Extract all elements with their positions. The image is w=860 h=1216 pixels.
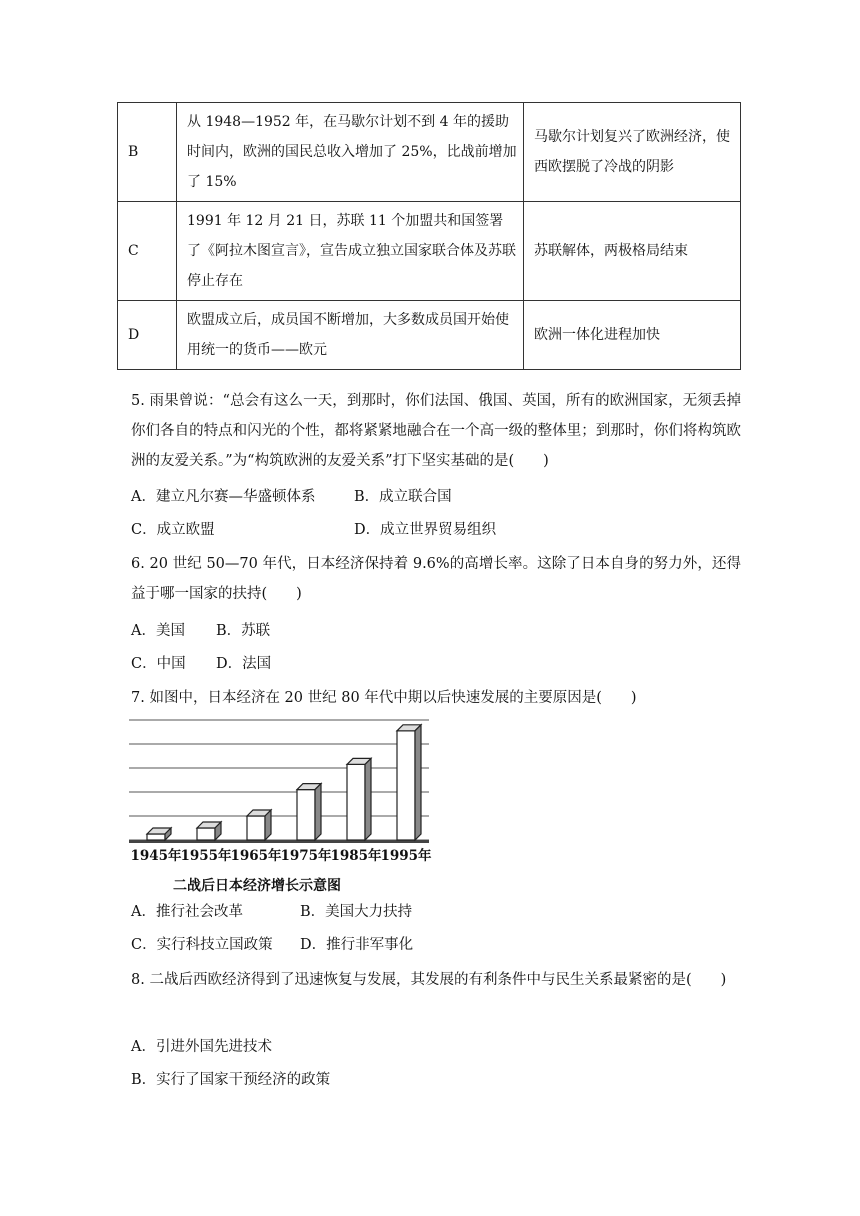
q6-option-a: A．美国 <box>131 623 185 639</box>
x-tick-label: 1985年 <box>330 848 382 864</box>
q7-option-b: B．美国大力扶持 <box>300 904 413 920</box>
x-tick-label: 1965年 <box>230 848 282 864</box>
row-event: 欧盟成立后，成员国不断增加，大多数成员国开始使用统一的货币——欧元 <box>177 301 524 370</box>
bar-side <box>365 758 371 840</box>
row-letter: C <box>118 202 177 301</box>
row-conclusion: 马歇尔计划复兴了欧洲经济，使西欧摆脱了冷战的阴影 <box>524 103 741 202</box>
bar-side <box>415 725 421 840</box>
chart-baseline <box>129 840 429 843</box>
table-row <box>118 301 741 370</box>
chart-svg <box>127 712 437 912</box>
x-tick-label: 1955年 <box>180 848 232 864</box>
row-conclusion: 欧洲一体化进程加快 <box>524 301 741 370</box>
q7-option-c: C．实行科技立国政策 <box>131 937 273 953</box>
x-tick-label: 1995年 <box>380 848 432 864</box>
bar <box>247 816 265 840</box>
bar <box>147 834 165 840</box>
row-letter: D <box>118 301 177 370</box>
bar <box>397 731 415 840</box>
bar <box>347 764 365 840</box>
question-5-text: 5. 雨果曾说：“总会有这么一天，到那时，你们法国、俄国、英国，所有的欧洲国家，无须丢掉你们各自的特点和闪光的个性，都将紧紧地融合在一个高一级的整体里；到那时，你们将构筑欧洲的友爱关系。”为“构筑欧洲的友爱关系”打下坚实基础的是( ) <box>131 393 741 469</box>
japan-economy-chart <box>127 712 437 912</box>
bar-side <box>265 810 271 840</box>
q5-option-b: B．成立联合国 <box>354 489 452 505</box>
x-tick-label: 1975年 <box>280 848 332 864</box>
table-row <box>118 202 741 301</box>
q6-option-d: D．法国 <box>216 656 272 672</box>
x-tick-label: 1945年 <box>130 848 182 864</box>
chart-title: 二战后日本经济增长示意图 <box>173 878 341 894</box>
q7-option-a: A．推行社会改革 <box>131 904 243 920</box>
answer-table <box>117 102 741 370</box>
question-7-text: 7. 如图中，日本经济在 20 世纪 80 年代中期以后快速发展的主要原因是( ) <box>131 690 637 706</box>
q5-option-a: A．建立凡尔赛—华盛顿体系 <box>131 489 316 505</box>
q8-option-a: A．引进外国先进技术 <box>131 1039 272 1055</box>
q8-option-b: B．实行了国家干预经济的政策 <box>131 1072 331 1088</box>
q5-option-d: D．成立世界贸易组织 <box>354 522 497 538</box>
question-6-text: 6. 20 世纪 50—70 年代，日本经济保持着 9.6%的高增长率。这除了日本自身的努力外，还得益于哪一国家的扶持( ) <box>131 556 741 602</box>
question-8-text: 8. 二战后西欧经济得到了迅速恢复与发展，其发展的有利条件中与民生关系最紧密的是( ) <box>131 972 727 988</box>
bar <box>197 828 215 840</box>
row-letter: B <box>118 103 177 202</box>
bar <box>297 790 315 840</box>
row-conclusion: 苏联解体，两极格局结束 <box>524 202 741 301</box>
q6-option-b: B．苏联 <box>216 623 271 639</box>
q5-option-c: C．成立欧盟 <box>131 522 215 538</box>
table-row <box>118 103 741 202</box>
row-event: 从 1948—1952 年，在马歇尔计划不到 4 年的援助时间内，欧洲的国民总收入增加了 25%，比战前增加了 15% <box>177 103 524 202</box>
bar-side <box>315 784 321 840</box>
row-event: 1991 年 12 月 21 日，苏联 11 个加盟共和国签署了《阿拉木图宣言》，宣告成立独立国家联合体及苏联停止存在 <box>177 202 524 301</box>
q7-option-d: D．推行非军事化 <box>300 937 414 953</box>
q6-option-c: C．中国 <box>131 656 186 672</box>
